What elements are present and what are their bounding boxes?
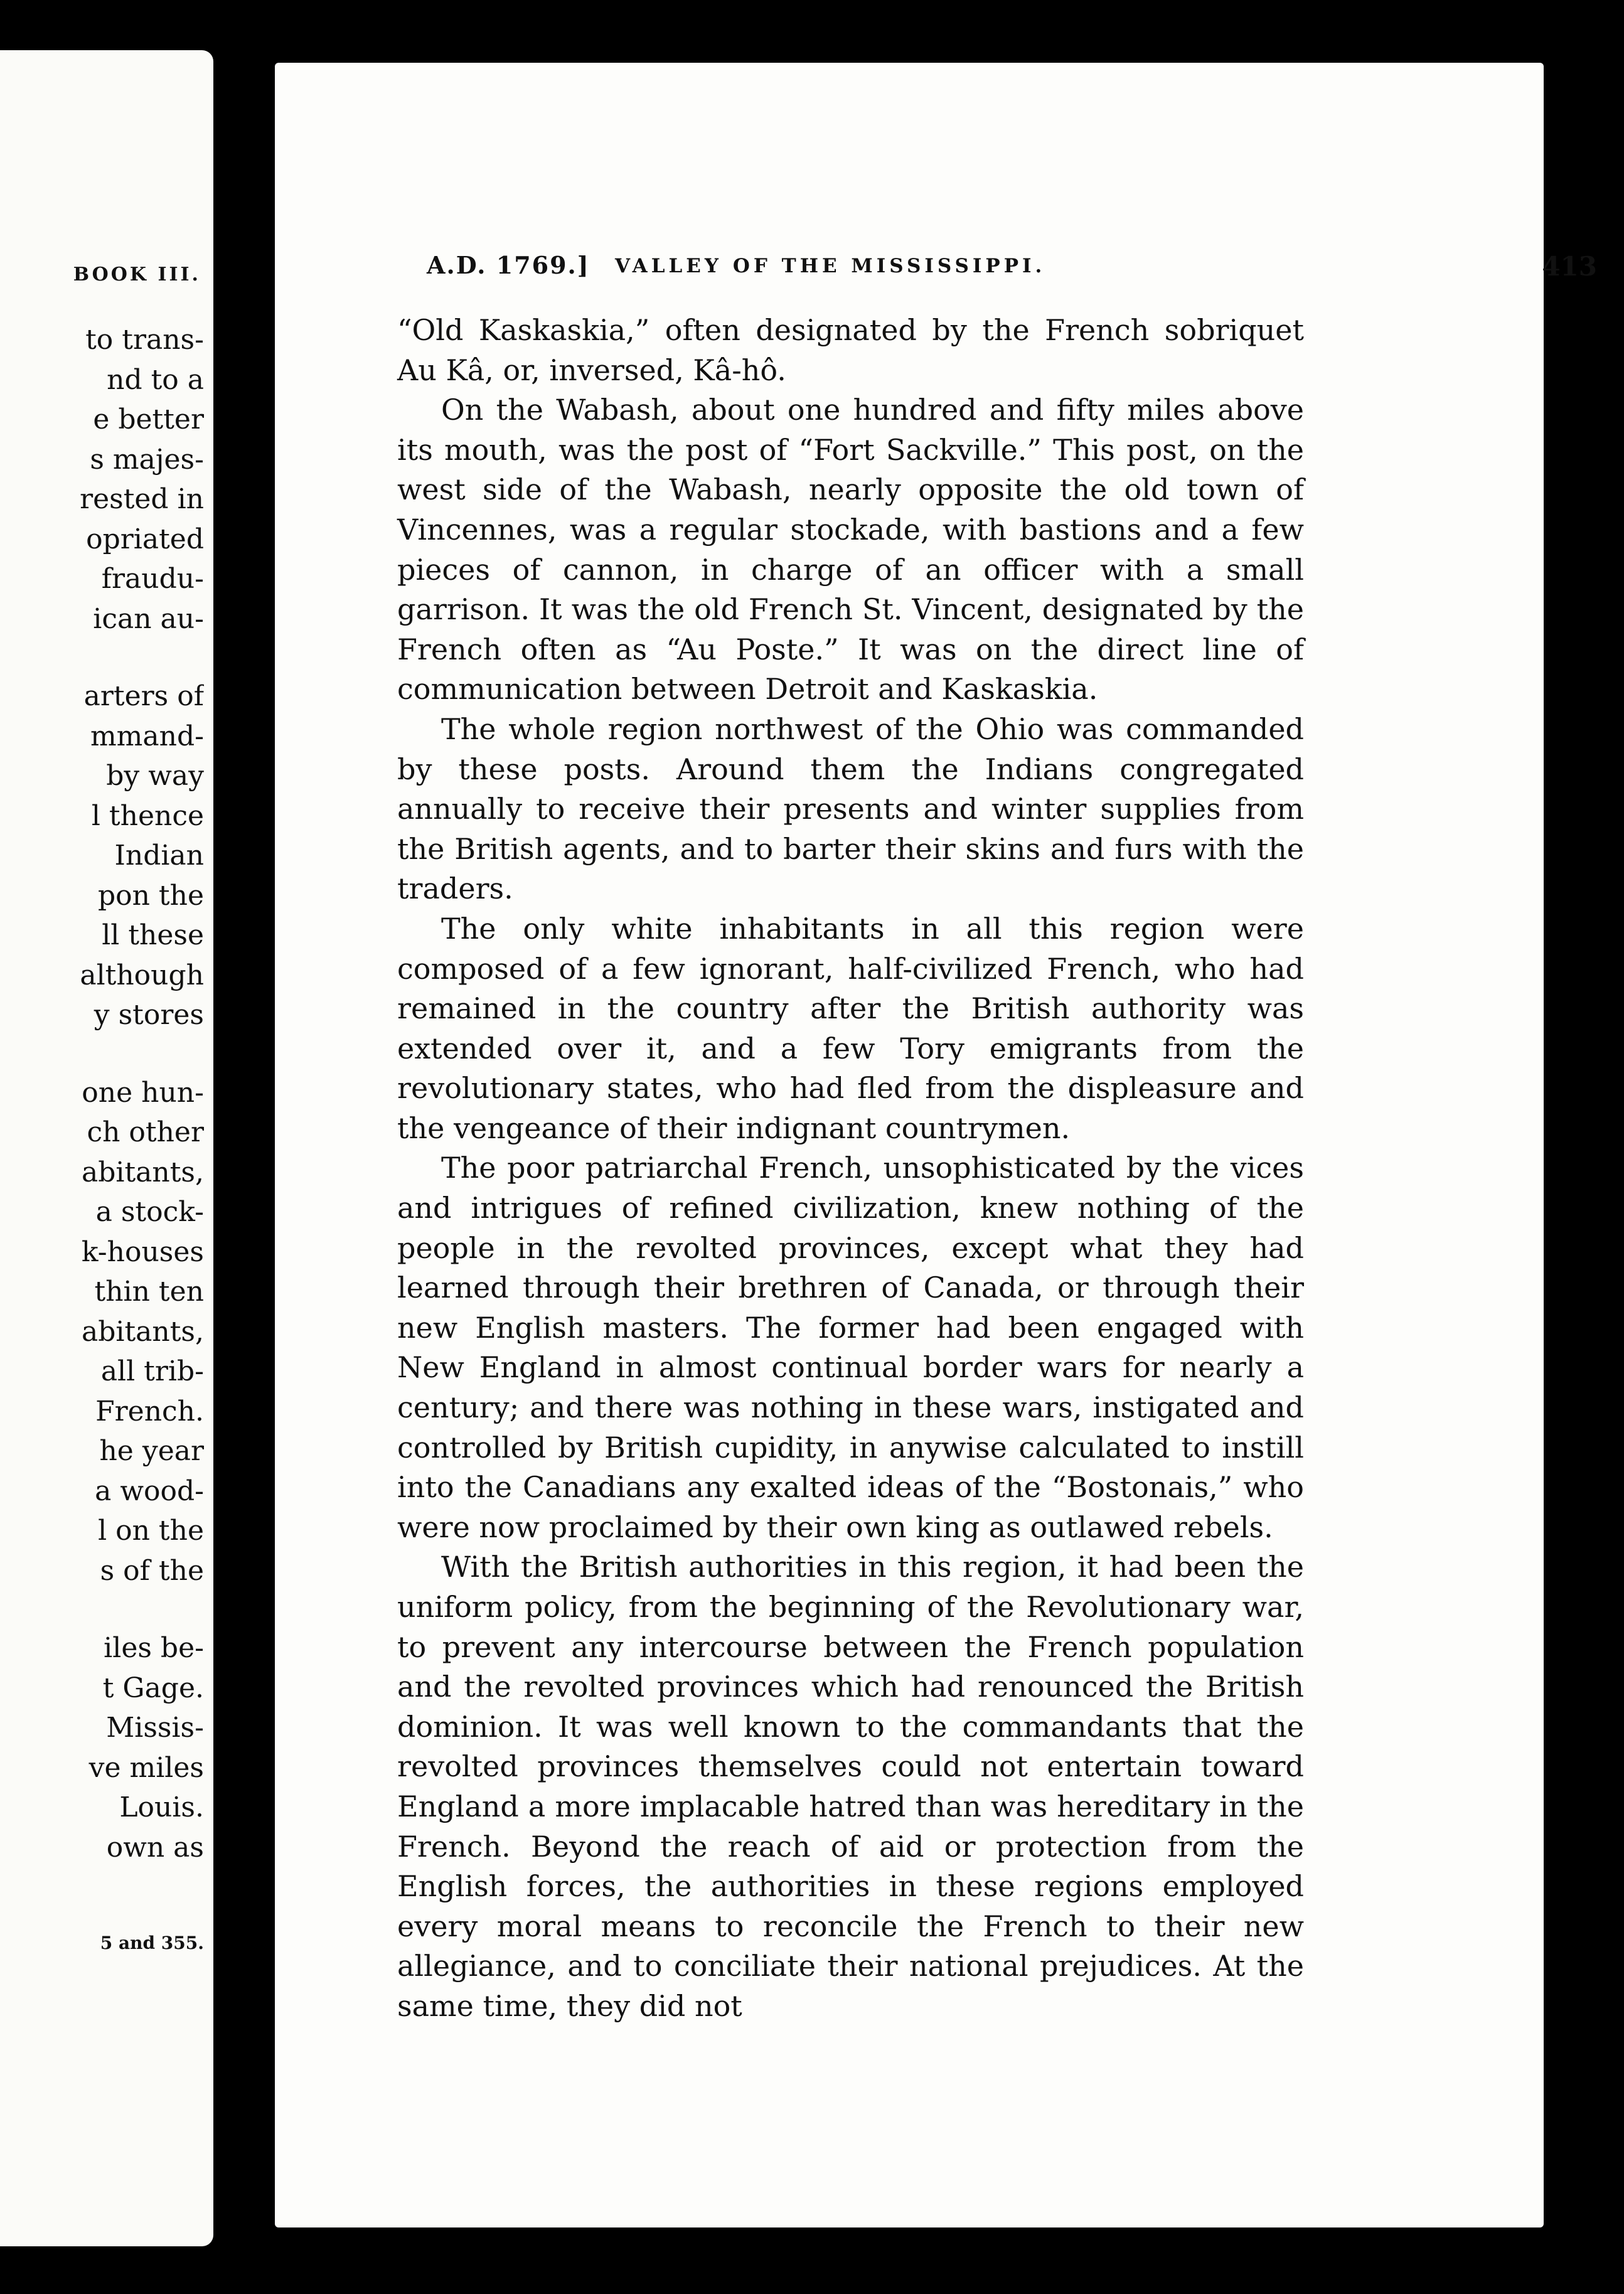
left-page-line: opriated <box>86 523 204 555</box>
left-page-line <box>0 1035 204 1073</box>
left-page-line: arters of <box>83 680 204 712</box>
left-page-line: mmand- <box>90 720 204 752</box>
left-page-line: Louis. <box>119 1791 204 1823</box>
left-page-line: ch other <box>87 1116 204 1148</box>
left-page-line: iles be- <box>104 1632 204 1664</box>
left-page-line: French. <box>95 1395 204 1427</box>
left-page-line: abitants, <box>82 1315 204 1348</box>
left-page-line: Missis- <box>106 1712 204 1744</box>
left-page-line: s majes- <box>90 443 204 476</box>
left-page-line: rested in <box>80 483 204 515</box>
left-page-line: thin ten <box>94 1276 204 1308</box>
left-page-line: pon the <box>97 879 204 912</box>
header-date: A.D. 1769.] <box>427 251 590 279</box>
left-page-line: ve miles <box>88 1751 204 1784</box>
left-page-header: BOOK III. <box>73 264 201 285</box>
left-page-line <box>0 639 204 676</box>
page-number: 413 <box>1542 251 1597 282</box>
paragraph-2: On the Wabash, about one hundred and fifty miles above its mouth, was the post of “Fort Sackville.” This post, on the west side of the Wabash, nearly opposite the old town of Vincennes, was a regular stockade, with bastions and a few pieces of cannon, in charge of an officer with a small garrison. It was the old French St. Vincent, designated by the French often as “Au Poste.” It was on the direct line of communication between Detroit and Kaskaskia. <box>397 393 1304 707</box>
body-text <box>397 311 1304 2027</box>
left-page-line: e better <box>93 403 204 435</box>
left-page-line: Indian <box>114 840 204 872</box>
left-page-line: abitants, <box>82 1156 204 1188</box>
right-page <box>275 63 1597 2227</box>
left-page-line: by way <box>106 760 204 792</box>
paragraph-4: The only white inhabitants in all this region were composed of a few ignorant, half-civilized French, who had remained in the country after the British authority was extended over it, and a few Tory emigrants from the revolutionary states, who had fled from the displeasure and the vengeance of their indignant countrymen. <box>397 911 1304 1145</box>
left-page-line: he year <box>99 1435 204 1467</box>
left-page-line: one hun- <box>82 1076 204 1109</box>
left-page-fragment <box>0 50 213 2246</box>
left-page-line: ll these <box>102 919 204 951</box>
left-page-line: s of the <box>100 1554 204 1587</box>
left-page-line: k-houses <box>81 1235 204 1268</box>
left-page-line: y stores <box>93 999 204 1031</box>
paragraph-6: With the British authorities in this region, it had been the uniform policy, from the beginning of the Revolutionary war, to prevent any intercourse between the French population and the revolted provinces which had renounced the British dominion. It was well known to the commandants that the revolted provinces themselves could not entertain toward England a more implacable hatred than was hereditary in the French. Beyond the reach of aid or protection from the English forces, the authorities in these regions employed every moral means to reconcile the French to their new allegiance, and to conciliate their national prejudices. At the same time, they did not <box>397 1550 1304 2023</box>
left-page-line: to trans- <box>85 324 204 356</box>
left-page-line: a wood- <box>95 1475 204 1507</box>
left-page-line: a stock- <box>95 1196 204 1228</box>
left-page-text <box>0 320 204 1867</box>
left-page-footnote: 5 and 355. <box>100 1933 204 1953</box>
running-header <box>427 251 1597 301</box>
left-page-line: fraudu- <box>101 563 204 595</box>
left-page-line: all trib- <box>100 1355 204 1387</box>
left-page-line: t Gage. <box>102 1672 204 1704</box>
paragraph-1: “Old Kaskaskia,” often designated by the French sobriquet Au Kâ, or, inversed, Kâ-hô. <box>397 313 1304 387</box>
left-page-line: although <box>80 959 204 991</box>
left-page-line: l on the <box>98 1515 204 1547</box>
header-title: VALLEY OF THE MISSISSIPPI. <box>615 255 1046 277</box>
left-page-line: l thence <box>91 799 204 832</box>
left-page-line: nd to a <box>107 363 204 396</box>
paragraph-5: The poor patriarchal French, unsophisticated by the vices and intrigues of refined civilization, knew nothing of the people in the revolted provinces, except what they had learned through their brethren of Canada, or through their new English masters. The former had been engaged with New England in almost continual border wars for nearly a century; and there was nothing in these wars, instigated and controlled by British cupidity, in anywise calculated to instill into the Canadians any exalted ideas of the “Bostonais,” who were now proclaimed by their own king as outlawed rebels. <box>397 1151 1304 1544</box>
left-page-line: ican au- <box>93 602 204 635</box>
paragraph-3: The whole region northwest of the Ohio was commanded by these posts. Around them the Indians congregated annually to receive their presents and winter supplies from the British agents, and to barter their skins and furs with the traders. <box>397 712 1304 906</box>
left-page-line: own as <box>106 1831 204 1864</box>
left-page-line <box>0 1591 204 1628</box>
